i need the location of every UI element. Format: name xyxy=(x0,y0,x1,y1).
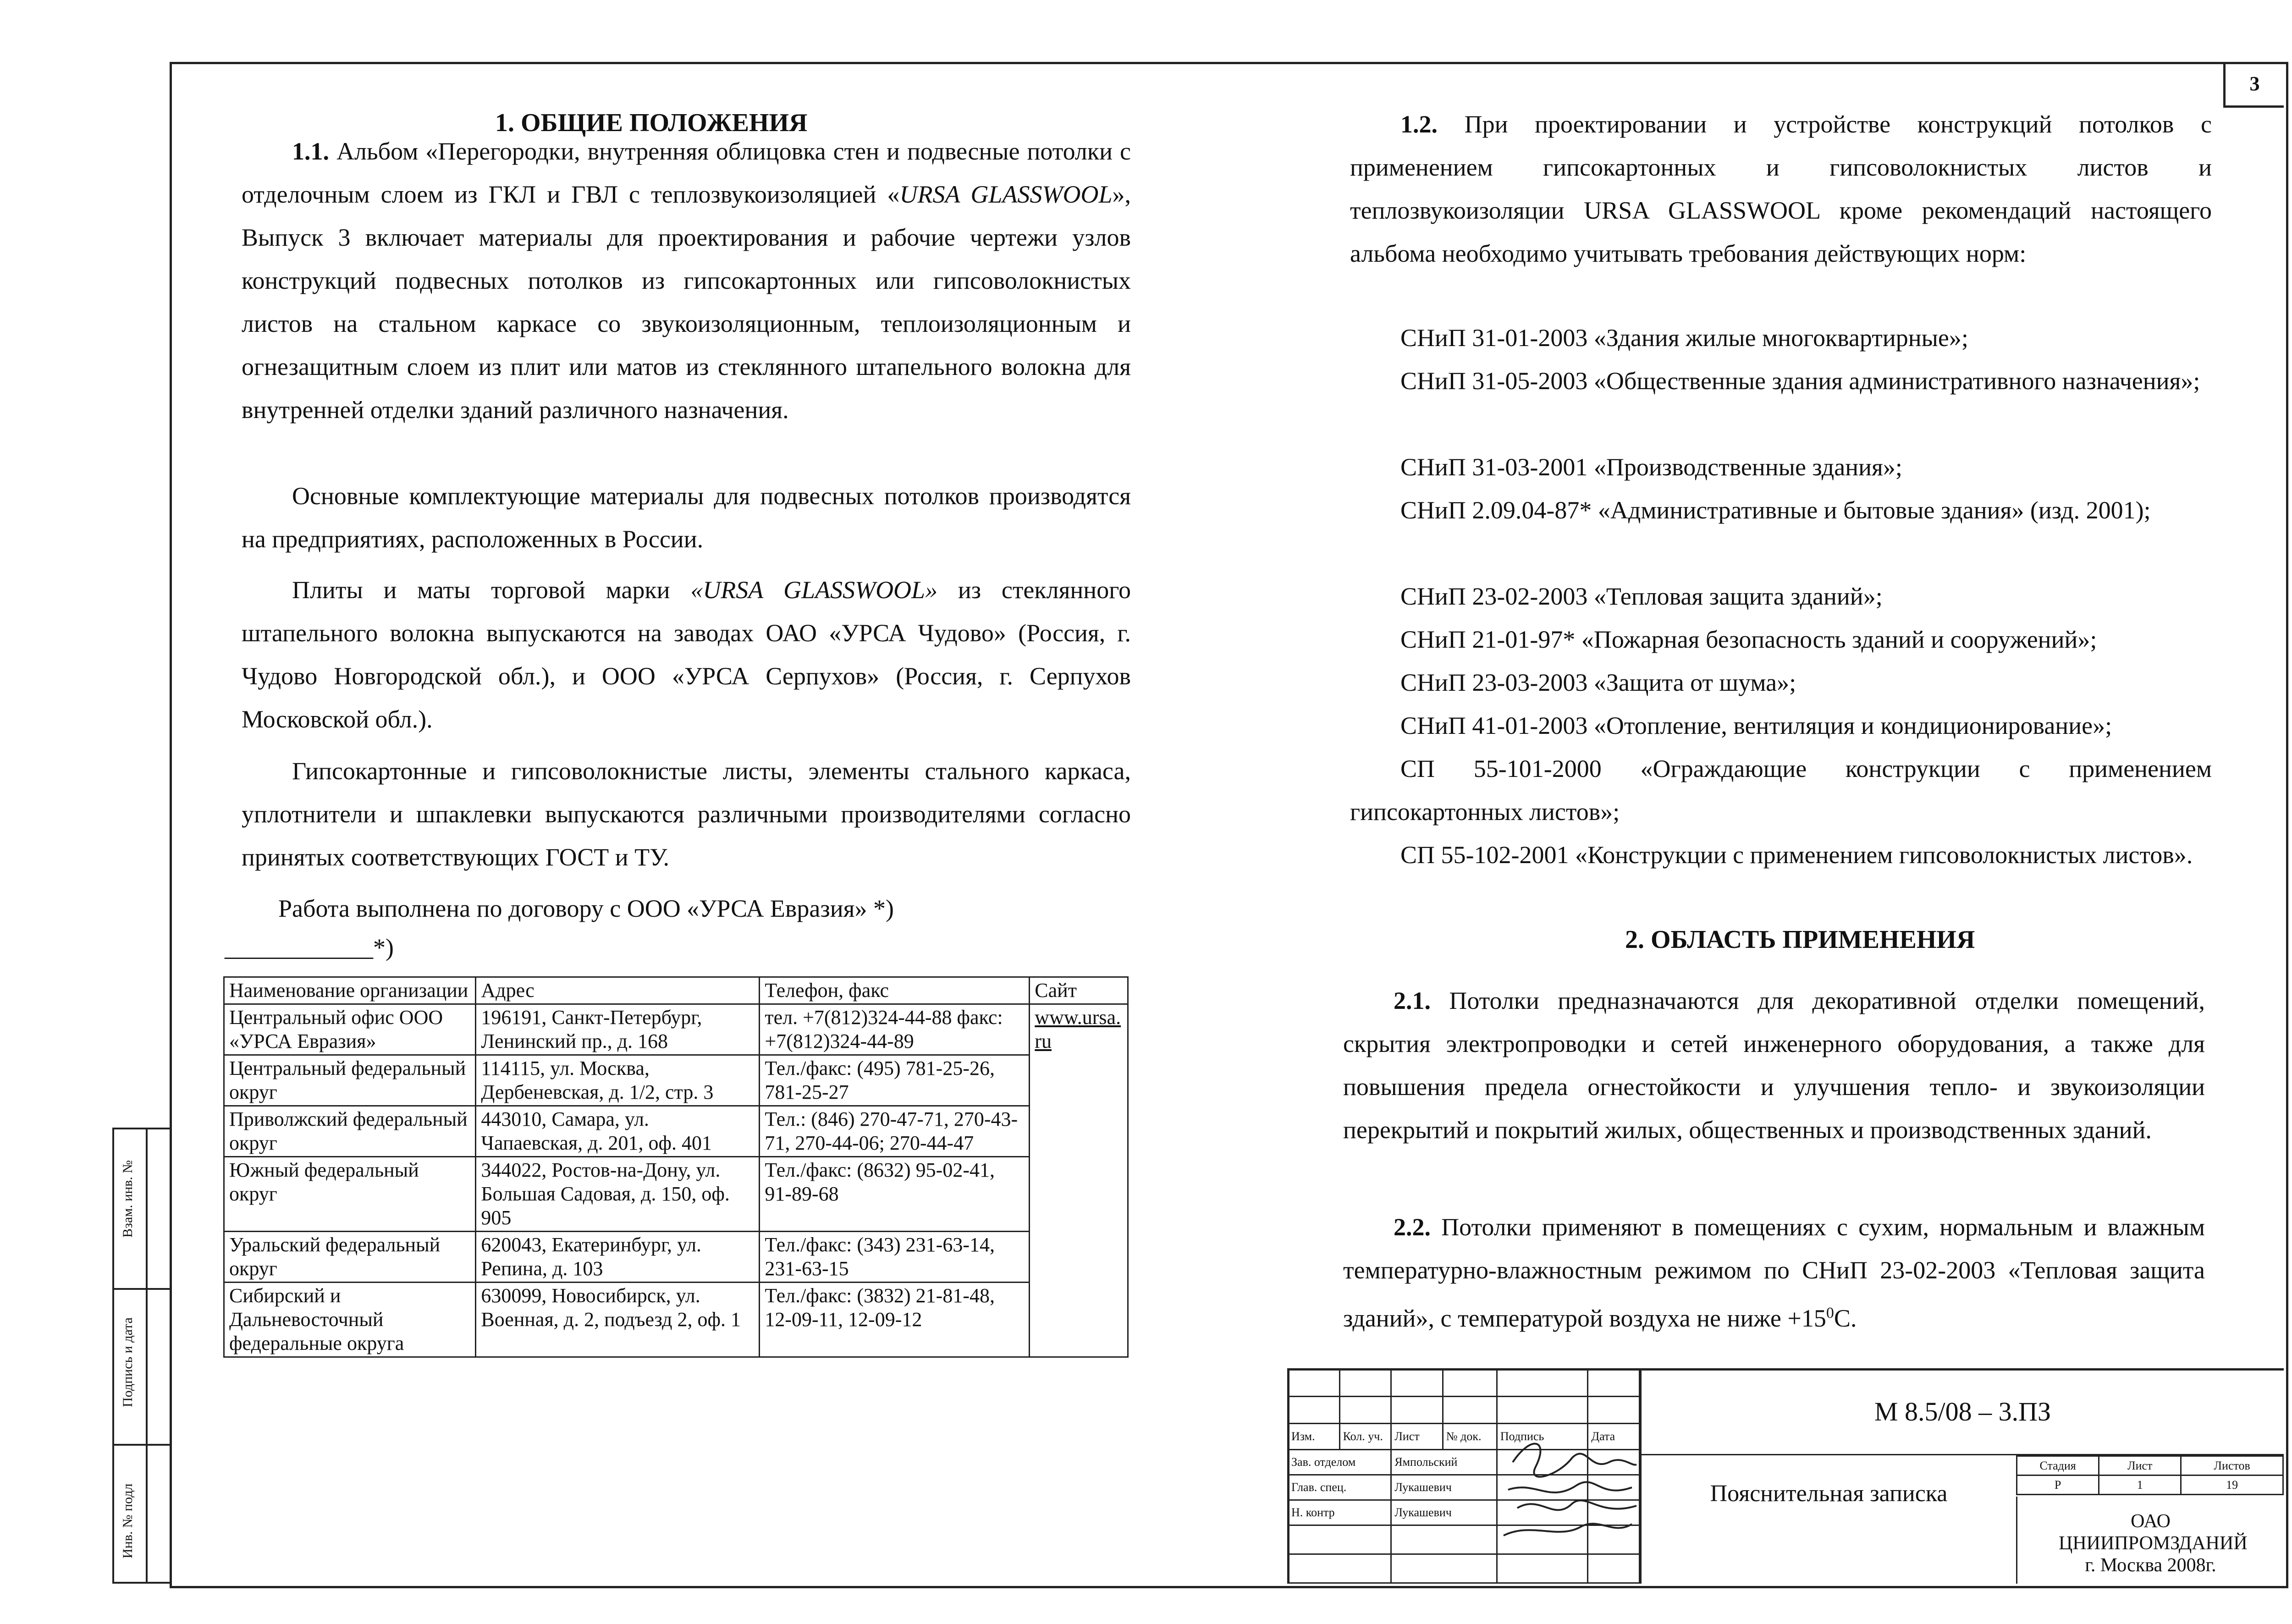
section1-title: 1. ОБЩИЕ ПОЛОЖЕНИЯ xyxy=(495,109,808,137)
norm-text: СНиП 31-01-2003 «Здания жилые многоквартирные»; xyxy=(1400,324,1968,352)
p2-2-num: 2.2. xyxy=(1394,1213,1431,1241)
norm-item xyxy=(1350,833,2212,876)
organization-city: г. Москва 2008г. xyxy=(2085,1555,2216,1576)
page-number: 3 xyxy=(2249,72,2260,95)
p1-1-text-a: Альбом «Перегородки, внутренняя облицовка стен и подвесные потолки с отделочным слоем из ГКЛ и ГВЛ с теплозвукоизоляцией « xyxy=(242,138,1131,208)
stamp-col-label: Лист xyxy=(1391,1424,1443,1450)
stamp-role: Зав. отделом xyxy=(1288,1450,1391,1475)
norm-text: СНиП 23-02-2003 «Тепловая защита зданий»; xyxy=(1400,583,1883,610)
norm-item xyxy=(1350,661,2212,704)
p3-ursa: «URSA GLASSWOOL» xyxy=(690,576,938,604)
table-header: Телефон, факс xyxy=(760,977,1030,1004)
norm-item xyxy=(1350,618,2212,661)
stamp-title-cell xyxy=(1640,1455,2016,1584)
paragraph-2-1 xyxy=(1343,979,2205,1151)
table-row xyxy=(224,1283,1128,1357)
paragraph-2-2 xyxy=(1343,1206,2205,1340)
norm-item xyxy=(1350,316,2212,359)
table-cell: Южный федеральный округ xyxy=(224,1157,476,1232)
paragraph-4 xyxy=(242,749,1131,879)
norm-item xyxy=(1350,575,2212,618)
stage-grid xyxy=(2016,1455,2284,1495)
side-row-divider xyxy=(112,1444,172,1446)
table-header: Наименование организации xyxy=(224,977,476,1004)
organization-name: ОАО ЦНИИПРОМЗДАНИЙ xyxy=(2059,1511,2248,1554)
stamp-col-label: Изм. xyxy=(1288,1424,1340,1450)
stamp-col-label: Подпись xyxy=(1497,1424,1587,1450)
norm-text: СП 55-102-2001 «Конструкции с применением гипсоволокнистых листов». xyxy=(1400,841,2193,869)
stamp-person: Лукашевич xyxy=(1391,1475,1497,1500)
p3-text-b: из стеклянного штапельного волокна выпускаются на заводах ОАО «УРСА Чудово» (Россия, г. Чудово Новгородской обл.), и ООО «УРСА Серпухов» (Россия, г. Серпухов Московской обл.). xyxy=(242,576,1131,733)
section2-title: 2. ОБЛАСТЬ ПРИМЕНЕНИЯ xyxy=(1625,925,1975,954)
table-cell: 344022, Ростов-на-Дону, ул. Большая Садовая, д. 150, оф. 905 xyxy=(476,1157,760,1232)
norm-item xyxy=(1350,359,2212,402)
document-title: Пояснительная записка xyxy=(1710,1481,1948,1507)
site-link[interactable]: www.ursa.ru xyxy=(1035,1006,1121,1052)
footnote-mark: ____________*) xyxy=(225,934,394,961)
p1-2-text: При проектировании и устройстве конструкций потолков с применением гипсокартонных и гипсоволокнистых листов и теплозвукоизоляции URSA GLASSWOOL кроме рекомендаций настоящего альбома необходимо учитывать требования действующих норм: xyxy=(1350,110,2212,267)
table-header: Сайт xyxy=(1030,977,1128,1004)
side-label: Взам. инв. № xyxy=(120,1160,135,1238)
p3-text-a: Плиты и маты торговой марки xyxy=(292,576,691,604)
page-number-box xyxy=(2223,62,2284,108)
stamp-col-label: № док. xyxy=(1443,1424,1497,1450)
table-cell: Уральский федеральный округ xyxy=(224,1232,476,1283)
table-cell: Тел./факс: (3832) 21-81-48, 12-09-11, 12-09-12 xyxy=(760,1283,1030,1357)
table-header-row xyxy=(224,977,1128,1004)
stamp-code-cell xyxy=(1640,1368,2284,1455)
norm-item xyxy=(1350,704,2212,747)
stamp-person: Лукашевич xyxy=(1391,1500,1497,1525)
table-cell: Тел.: (846) 270-47-71, 270-43-71, 270-44-06; 270-44-47 xyxy=(760,1106,1030,1157)
stamp-role: Н. контр xyxy=(1288,1500,1391,1525)
norm-text: СП 55-101-2000 «Ограждающие конструкции с применением гипсокартонных листов»; xyxy=(1350,755,2212,826)
table-cell: Тел./факс: (343) 231-63-14, 231-63-15 xyxy=(760,1232,1030,1283)
document-code: М 8.5/08 – 3.ПЗ xyxy=(1874,1397,2051,1426)
stamp-person: Ямпольский xyxy=(1391,1450,1497,1475)
table-row xyxy=(224,1106,1128,1157)
side-row-divider xyxy=(112,1288,172,1290)
stage-header: Листов xyxy=(2181,1456,2283,1475)
signature-graphic xyxy=(1494,1430,1641,1549)
norm-text: СНиП 23-03-2003 «Защита от шума»; xyxy=(1400,669,1796,696)
norm-item xyxy=(1350,446,2212,489)
norm-text: СНиП 31-03-2001 «Производственные здания»; xyxy=(1400,453,1902,481)
p2-text: Основные комплектующие материалы для подвесных потолков производятся на предприятиях, расположенных в России. xyxy=(242,482,1131,553)
stamp-role: Глав. спец. xyxy=(1288,1475,1391,1500)
side-col-divider xyxy=(146,1128,148,1584)
side-label: Инв. № подл xyxy=(120,1483,135,1558)
stage-value: Р xyxy=(2017,1475,2099,1495)
side-label: Подпись и дата xyxy=(120,1317,135,1407)
stamp-col-label: Кол. уч. xyxy=(1339,1424,1391,1450)
norm-item xyxy=(1350,489,2212,532)
p1-1-text-b: », Выпуск 3 включает материалы для проектирования и рабочие чертежи узлов конструкций подвесных потолков из гипсокартонных или гипсоволокнистых листов на стальном каркасе со звукоизоляционным, теплоизоляционным и огнезащитным слоем из плит или матов из стеклянного штапельного волокна для внутренней отделки зданий различного назначения. xyxy=(242,181,1131,424)
stage-header: Лист xyxy=(2099,1456,2181,1475)
table-cell: 630099, Новосибирск, ул. Военная, д. 2, подъезд 2, оф. 1 xyxy=(476,1283,760,1357)
paragraph-1-2 xyxy=(1350,103,2212,275)
paragraph-2 xyxy=(242,474,1131,561)
norm-text: СНиП 31-05-2003 «Общественные здания административного назначения»; xyxy=(1400,367,2200,395)
table-cell: Тел./факс: (8632) 95-02-41, 91-89-68 xyxy=(760,1157,1030,1232)
paragraph-3 xyxy=(242,568,1131,741)
norm-item xyxy=(1350,747,2212,833)
stage-value: 19 xyxy=(2181,1475,2283,1495)
stamp-org-cell xyxy=(2016,1497,2284,1584)
table-cell: 620043, Екатеринбург, ул. Репина, д. 103 xyxy=(476,1232,760,1283)
table-header: Адрес xyxy=(476,977,760,1004)
paragraph-5 xyxy=(278,887,894,930)
p2-2-text: Потолки применяют в помещениях с сухим, нормальным и влажным температурно-влажностным режимом по СНиП 23-02-2003 «Тепловая защита зданий», с температурой воздуха не ниже +15 xyxy=(1343,1213,2205,1332)
table-row xyxy=(224,1055,1128,1106)
p1-2-num: 1.2. xyxy=(1400,110,1438,138)
norm-text: СНиП 21-01-97* «Пожарная безопасность зданий и сооружений»; xyxy=(1400,626,2097,653)
table-cell: Сибирский и Дальневосточный федеральные округа xyxy=(224,1283,476,1357)
table-cell: 196191, Санкт-Петербург, Ленинский пр., д. 168 xyxy=(476,1004,760,1055)
norm-text: СНиП 2.09.04-87* «Административные и бытовые здания» (изд. 2001); xyxy=(1400,496,2151,524)
p2-1-num: 2.1. xyxy=(1394,987,1431,1014)
table-cell: Приволжский федеральный округ xyxy=(224,1106,476,1157)
p2-1-text: Потолки предназначаются для декоративной отделки помещений, скрытия электропроводки и сетей инженерного оборудования, а также для повышения предела огнестойкости и улучшения тепло- и звукоизоляции перекрытий и покрытий жилых, общественных и производственных зданий. xyxy=(1343,987,2205,1144)
stage-value: 1 xyxy=(2099,1475,2181,1495)
table-cell: тел. +7(812)324-44-88 факс: +7(812)324-44-89 xyxy=(760,1004,1030,1055)
p5-text: Работа выполнена по договору с ООО «УРСА Евразия» *) xyxy=(278,895,894,922)
table-cell: Центральный офис ООО «УРСА Евразия» xyxy=(224,1004,476,1055)
site-cell xyxy=(1030,1004,1128,1357)
table-row xyxy=(224,1232,1128,1283)
table-row xyxy=(224,1157,1128,1232)
p2-2-degree: 0 xyxy=(1826,1305,1834,1321)
table-cell: Центральный федеральный округ xyxy=(224,1055,476,1106)
stage-header: Стадия xyxy=(2017,1456,2099,1475)
p2-2-end: С. xyxy=(1834,1305,1857,1332)
table-cell: 114115, ул. Москва, Дербеневская, д. 1/2, стр. 3 xyxy=(476,1055,760,1106)
table-cell: Тел./факс: (495) 781-25-26, 781-25-27 xyxy=(760,1055,1030,1106)
table-row xyxy=(224,1004,1128,1055)
table-cell: 443010, Самара, ул. Чапаевская, д. 201, оф. 401 xyxy=(476,1106,760,1157)
norm-text: СНиП 41-01-2003 «Отопление, вентиляция и кондиционирование»; xyxy=(1400,712,2112,739)
p1-1-num: 1.1. xyxy=(292,138,329,165)
p1-1-ursa: URSA GLASSWOOL xyxy=(899,181,1113,208)
organizations-table xyxy=(223,976,1129,1358)
p4-text: Гипсокартонные и гипсоволокнистые листы, элементы стального каркаса, уплотнители и шпаклевки выпускаются различными производителями согласно принятых соответствующих ГОСТ и ТУ. xyxy=(242,757,1131,871)
paragraph-1-1 xyxy=(242,130,1131,431)
stamp-col-label: Дата xyxy=(1588,1424,1640,1450)
